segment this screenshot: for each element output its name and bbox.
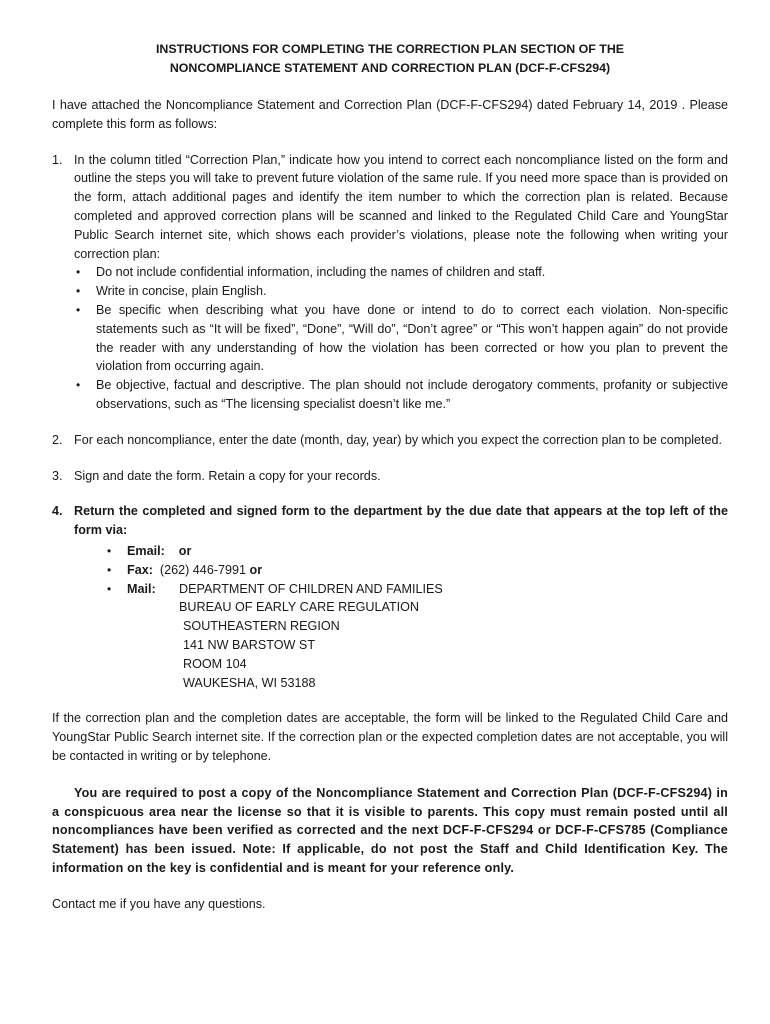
fax-number: (262) 446-7991 xyxy=(159,562,247,577)
guideline-list xyxy=(74,263,728,413)
bullet-icon: • xyxy=(107,581,112,596)
address-line: DEPARTMENT OF CHILDREN AND FAMILIES xyxy=(179,581,443,596)
fax-suffix: or xyxy=(249,562,263,577)
instruction-item-3 xyxy=(52,467,728,486)
bullet-icon: • xyxy=(76,378,81,393)
guideline-item: • Do not include confidential information, including the names of children and staff. xyxy=(74,263,728,282)
bullet-icon: • xyxy=(76,265,81,280)
bullet-icon: • xyxy=(107,543,112,558)
item-number: 1. xyxy=(52,152,63,167)
guideline-item: • Be objective, factual and descriptive. The plan should not include derogatory comments, profanity or subjective observations, such as “The licensing specialist doesn’t like me.” xyxy=(76,378,728,411)
email-label: Email: xyxy=(127,543,165,558)
mail-method xyxy=(74,580,728,599)
posting-notice: You are required to post a copy of the Noncompliance Statement and Correction Plan (DCF-F-CFS294) in a conspicuous area near the license so that it is visible to parents. This copy must remain posted until all noncompliances have been verified as corrected and the next DCF-F-CFS294 or DCF-F-CFS785 (Compliance Statement) has been issued. Note: If applicable, do not post the Staff and Child Identification Key. The information on the key is confidential and is meant for your reference only. xyxy=(52,785,728,875)
item-number: 4. xyxy=(52,504,63,519)
address-line: WAUKESHA, WI 53188 xyxy=(183,675,316,690)
item-text: Return the completed and signed form to the department by the due date that appears at the top left of the form via: xyxy=(74,504,728,538)
address-line: BUREAU OF EARLY CARE REGULATION xyxy=(179,600,420,615)
contact-methods xyxy=(74,542,728,598)
intro-paragraph: I have attached the Noncompliance Statement and Correction Plan (DCF-F-CFS294) dated February 14, 2019 . Please complete this form as follows: xyxy=(52,98,728,131)
mailing-address xyxy=(74,598,728,692)
address-line: 141 NW BARSTOW ST xyxy=(183,637,316,652)
address-line: ROOM 104 xyxy=(183,656,247,671)
document-title xyxy=(52,40,728,78)
instruction-item-2 xyxy=(52,431,728,450)
guideline-item: • Write in concise, plain English. xyxy=(74,282,728,301)
bullet-icon: • xyxy=(76,302,81,317)
item-text: Sign and date the form. Retain a copy for your records. xyxy=(74,468,381,483)
mail-label: Mail: xyxy=(127,581,156,596)
acceptance-paragraph: If the correction plan and the completion dates are acceptable, the form will be linked to the Regulated Child Care and YoungStar Public Search internet site. If the correction plan or the expected completion dates are not acceptable, you will be contacted in writing or by telephone. xyxy=(52,711,728,763)
email-method xyxy=(74,542,728,561)
item-number: 3. xyxy=(52,468,63,483)
title-line-2: NONCOMPLIANCE STATEMENT AND CORRECTION PLAN (DCF-F-CFS294) xyxy=(169,61,611,75)
email-value: or xyxy=(178,543,192,558)
guideline-item: • Be specific when describing what you have done or intend to do to correct each violation. Non-specific statements such as “It will be fixed”, “Done”, “Will do”, “Don’t agree” or “This won’t happen again” do not provide the reader with any understanding of how the violation has been corrected or how you plan to prevent the violation from occurring again. xyxy=(76,302,728,374)
item-text: In the column titled “Correction Plan,” indicate how you intend to correct each noncompliance listed on the form and outline the steps you will take to prevent future violation of the same rule. If you need more space than is provided on the form, attach additional pages and identify the item number to which the correction plan is related. Because completed and approved correction plans will be scanned and linked to the Regulated Child Care and YoungStar Public Search internet site, which shows each provider’s violations, please note the following when writing your correction plan: xyxy=(74,152,728,261)
instruction-item-1 xyxy=(52,151,728,414)
fax-method xyxy=(74,561,728,580)
title-line-1: INSTRUCTIONS FOR COMPLETING THE CORRECTION PLAN SECTION OF THE xyxy=(155,42,625,56)
bullet-icon: • xyxy=(76,284,81,299)
address-line: SOUTHEASTERN REGION xyxy=(183,619,340,634)
item-number: 2. xyxy=(52,432,63,447)
instruction-item-4 xyxy=(52,502,728,692)
closing-line: Contact me if you have any questions. xyxy=(52,896,266,911)
fax-label: Fax: xyxy=(127,562,153,577)
item-text: For each noncompliance, enter the date (month, day, year) by which you expect the correction plan to be completed. xyxy=(74,432,723,447)
bullet-icon: • xyxy=(107,562,112,577)
